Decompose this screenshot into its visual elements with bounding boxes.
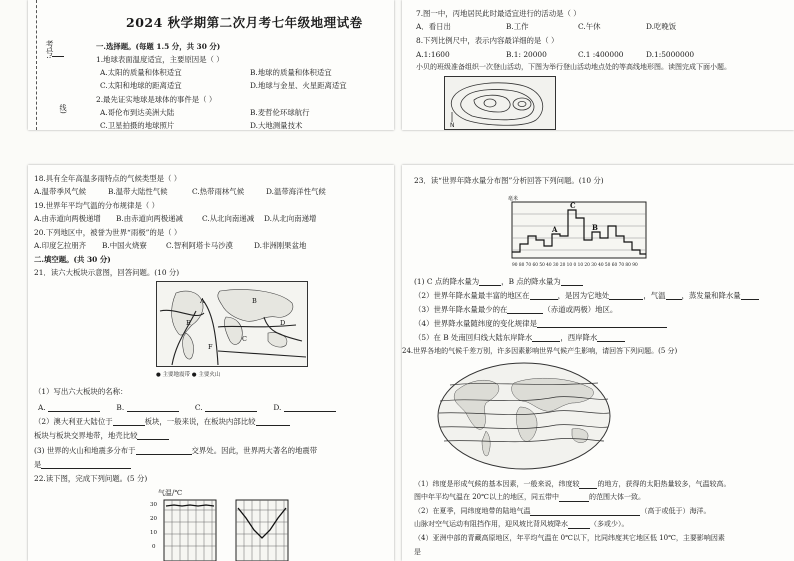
q19-option-a: A.由赤道向两极递增	[34, 214, 101, 223]
plate-map	[156, 281, 308, 367]
q7-option-d: D.吃晚饭	[646, 22, 677, 31]
q8-option-b: B.1: 20000	[506, 50, 547, 59]
precipitation-chart	[506, 190, 656, 270]
q24-part3-line2: 是	[414, 548, 421, 556]
q23-1-text-a: (1) C 点的降水量为	[414, 277, 480, 286]
question-21: 21．读六大板块示意图，回答问题。(10 分)	[34, 268, 180, 277]
q23-3-blank-1[interactable]	[507, 305, 543, 314]
world-temperature-map	[436, 361, 612, 471]
y-tick-10: 10	[150, 530, 157, 536]
q23-2-blank-2[interactable]	[609, 291, 643, 300]
plate-d-blank[interactable]	[284, 403, 336, 412]
q23-2-text-d: ，蒸发量和降水量	[681, 291, 741, 300]
q1-option-a: A.太阳的质量和体积适宜	[100, 68, 182, 77]
q24-2-blank-2[interactable]	[568, 520, 590, 529]
q23-1-text-b: ，B 点的降水量为	[501, 277, 561, 286]
q24-part3-line1: （4）亚洲中部的青藏高原地区，年平均气温在 0℃以下，比同纬度其它地区低 10℃，主要影响因素	[414, 534, 725, 542]
question-2: 2.最先证实地球是球体的事件是（ ）	[96, 95, 217, 104]
q24-1-text-b: 的地方，获得的太阳热量较多，气温较高。	[597, 480, 731, 488]
q24-1-text-a: （1）纬度是形成气候的基本因素，一般来说，纬度较	[414, 480, 580, 488]
q21-part2-line2	[34, 431, 169, 440]
q21-2-text-b: 板块，一般来说，在板块内部比较	[144, 417, 256, 426]
q21-2-blank-2[interactable]	[256, 417, 290, 426]
letter-b: B.	[116, 403, 125, 412]
plate-label-c: C	[242, 335, 247, 343]
q7-option-c: C.午休	[578, 22, 601, 31]
q23-2-blank-1[interactable]	[530, 291, 558, 300]
q23-5-blank-1[interactable]	[532, 333, 560, 342]
q24-2-blank-1[interactable]	[530, 507, 640, 516]
q21-3-text-a: (3) 世界的火山和地震多分布于	[34, 446, 136, 455]
contour-intro: 小贝的班级准备组织一次登山活动，下图为举行登山活动地点处的等高线地形图。读图完成下面小题。	[416, 63, 731, 71]
letter-c: C.	[194, 403, 203, 412]
q1-option-d: D.地球与金星、火星距离适宜	[250, 81, 347, 90]
q23-part5	[414, 333, 625, 342]
q24-2-text-b: （高于或低于）海洋。	[640, 507, 711, 515]
plate-label-a: A	[200, 297, 205, 305]
y-tick-20: 20	[150, 516, 157, 522]
q7-option-a: A．看日出	[416, 22, 451, 31]
q24-1-text-c: 图中年平均气温在 20℃以上的地区，同五带中	[414, 493, 559, 501]
q21-2-text-a: （2）澳大利亚大陆位于	[34, 417, 113, 426]
q8-option-d: D.1:5000000	[646, 50, 695, 59]
q23-3-text-a: （3）世界年降水量最少的在	[414, 305, 508, 314]
question-8: 8.下列比例尺中，表示内容最详细的是（ ）	[416, 36, 559, 45]
q8-option-a: A.1:1600	[416, 50, 450, 59]
q23-3-text-b: （赤道或两极）地区。	[543, 305, 618, 314]
question-23: 23．读“世界年降水量分布图”分析回答下列问题。(10 分)	[414, 176, 604, 185]
sheet-bottom-left	[28, 165, 394, 561]
q23-5-text-b: ，西岸降水	[560, 333, 598, 342]
q21-plate-letters	[38, 403, 336, 412]
q21-part1: （1）写出六大板块的名称：	[34, 387, 128, 396]
q21-2-blank-3[interactable]	[137, 431, 169, 440]
exam-number-label: 考号:	[45, 40, 54, 59]
q21-part2-line1	[34, 417, 290, 426]
q20-option-d: D.非洲刚果盆地	[254, 241, 307, 250]
sheet-top-left	[28, 0, 394, 130]
section-one-heading: 一.选择题。(每题 1.5 分，共 30 分)	[96, 42, 221, 51]
contour-map	[444, 76, 556, 130]
q2-option-c-cut: C.卫星拍摄的地球照片	[100, 121, 175, 130]
q20-option-a: A.印度乞拉朋齐	[34, 241, 87, 250]
y-tick-30: 30	[150, 502, 157, 508]
q2-option-b: B.麦哲伦环球航行	[250, 108, 310, 117]
q23-part4	[414, 319, 667, 328]
precip-label-c: C	[570, 201, 576, 210]
climate-chart-1	[164, 500, 216, 561]
q24-2-text-d: （多或少）。	[590, 520, 629, 528]
cut-line-label: 线)	[59, 104, 67, 114]
q23-4-text: （4）世界降水量随纬度的变化规律是	[414, 319, 537, 328]
q24-2-text-a: （2）在夏季，同纬度地带的陆地气温	[414, 507, 531, 515]
plate-c-blank[interactable]	[205, 403, 257, 412]
north-marker: N	[450, 122, 455, 129]
q19-option-b: B.由赤道向两极递减	[116, 214, 183, 223]
q21-3-text-c: 是	[34, 460, 42, 469]
q18-option-b: B.温带大陆性气候	[108, 187, 168, 196]
q23-part2	[414, 291, 759, 300]
latitude-axis: 90 80 70 60 50 40 30 20 10 0 10 20 30 40 50 60 70 80 90	[512, 263, 638, 268]
climate-chart-2	[236, 500, 288, 561]
q2-option-d-cut: D.大地测量技术	[250, 121, 303, 130]
section-two-heading: 二.填空题。(共 30 分)	[34, 255, 111, 264]
q21-part3-line2	[34, 460, 131, 469]
climate-charts	[148, 498, 298, 561]
q21-3-blank-1[interactable]	[136, 446, 192, 455]
precip-label-b: B	[592, 223, 598, 232]
q23-2-text-a: （2）世界年降水量最丰富的地区在	[414, 291, 530, 300]
precip-label-a: A	[552, 225, 558, 234]
plate-label-f: F	[208, 343, 213, 351]
precip-ylabel: 毫米	[508, 196, 519, 202]
q18-option-d: D.温带海洋性气候	[266, 187, 326, 196]
q23-4-blank[interactable]	[537, 319, 667, 328]
q18-option-a: A.温带季风气候	[34, 187, 87, 196]
q23-1-blank-2[interactable]	[561, 277, 583, 286]
q23-part1	[414, 277, 583, 286]
q1-option-b: B.地球的质量和体积适宜	[250, 68, 332, 77]
q2-option-a: A.哥伦布到达美洲大陆	[100, 108, 175, 117]
q23-5-blank-2[interactable]	[597, 333, 625, 342]
question-24: 24.世界各地的气候千差万别，许多因素影响世界气候产生影响，请回答下列问题。(5 分)	[402, 347, 678, 355]
q23-2-blank-4[interactable]	[741, 291, 759, 300]
sheet-top-right	[402, 0, 794, 130]
q24-2-text-c: 山脉对空气运动有阻挡作用，迎风坡比背风坡降水	[414, 520, 568, 528]
plate-b-blank[interactable]	[127, 403, 179, 412]
exam-number-line	[52, 56, 64, 57]
q21-3-blank-2[interactable]	[41, 460, 131, 469]
q1-option-c: C.太阳和地球的距离适宜	[100, 81, 182, 90]
question-19: 19.世界年平均气温的分布规律是（ ）	[34, 201, 159, 210]
q23-2-text-c: ，气温	[643, 291, 666, 300]
q7-option-b: B.工作	[506, 22, 529, 31]
q19-option-c: C.从北向南递减	[202, 214, 255, 223]
sheet-bottom-right	[402, 165, 794, 561]
q23-5-text-a: （5）在 B 处南回归线大陆东岸降水	[414, 333, 533, 342]
question-1: 1.地球表面温度适宜，主要原因是（ ）	[96, 55, 224, 64]
q23-part3	[414, 305, 617, 314]
question-20: 20.下列地区中，被誉为世界“雨极”的是（ ）	[34, 228, 182, 237]
q23-2-text-b: ，是因为它地处	[557, 291, 610, 300]
q18-option-c: C.热带雨林气候	[192, 187, 245, 196]
q21-3-text-b: 交界处。因此，世界两大著名的地震带	[191, 446, 318, 455]
q19-option-d: D.从北向南递增	[264, 214, 317, 223]
page-title: 2024 秋学期第二次月考七年级地理试卷	[126, 15, 363, 30]
q21-2-text-c: 板块与板块交界地带，地壳比较	[34, 431, 138, 440]
question-18: 18.具有全年高温多雨特点的气候类型是（ ）	[34, 174, 182, 183]
letter-d: D.	[273, 403, 282, 412]
q21-part3-line1	[34, 446, 317, 455]
plate-label-e: E	[186, 319, 191, 327]
plate-map-legend: ● 主要地震带 ● 主要火山	[156, 372, 221, 378]
q24-1-blank-2[interactable]	[559, 493, 589, 502]
q20-option-c: C.智利阿塔卡马沙漠	[166, 241, 233, 250]
q23-2-blank-3[interactable]	[666, 291, 682, 300]
q21-2-blank-1[interactable]	[113, 417, 145, 426]
q24-part2-line2	[414, 520, 629, 529]
plate-label-b: B	[252, 297, 257, 305]
q24-1-text-d: 的范围大体一致。	[588, 493, 645, 501]
q24-part1-line2	[414, 493, 645, 502]
q8-option-c: C.1 :400000	[578, 50, 624, 59]
letter-a: A.	[38, 403, 46, 412]
q24-1-blank-1[interactable]	[579, 480, 597, 489]
q20-option-b: B.中国火烧寮	[102, 241, 147, 250]
question-22: 22.读下图，完成下列问题。(5 分)	[34, 474, 148, 483]
q24-part2-line1	[414, 507, 710, 516]
q24-part1-line1	[414, 480, 730, 489]
q23-1-blank-1[interactable]	[479, 277, 501, 286]
plate-label-d: D	[280, 319, 286, 327]
plate-a-blank[interactable]	[48, 403, 100, 412]
climate-chart-ylabel: 气温/℃	[158, 489, 183, 497]
question-7: 7.图一中，丙地居民此时最适宜进行的活动是（ ）	[416, 9, 581, 18]
binding-line	[36, 0, 37, 130]
y-tick-0: 0	[152, 544, 156, 550]
